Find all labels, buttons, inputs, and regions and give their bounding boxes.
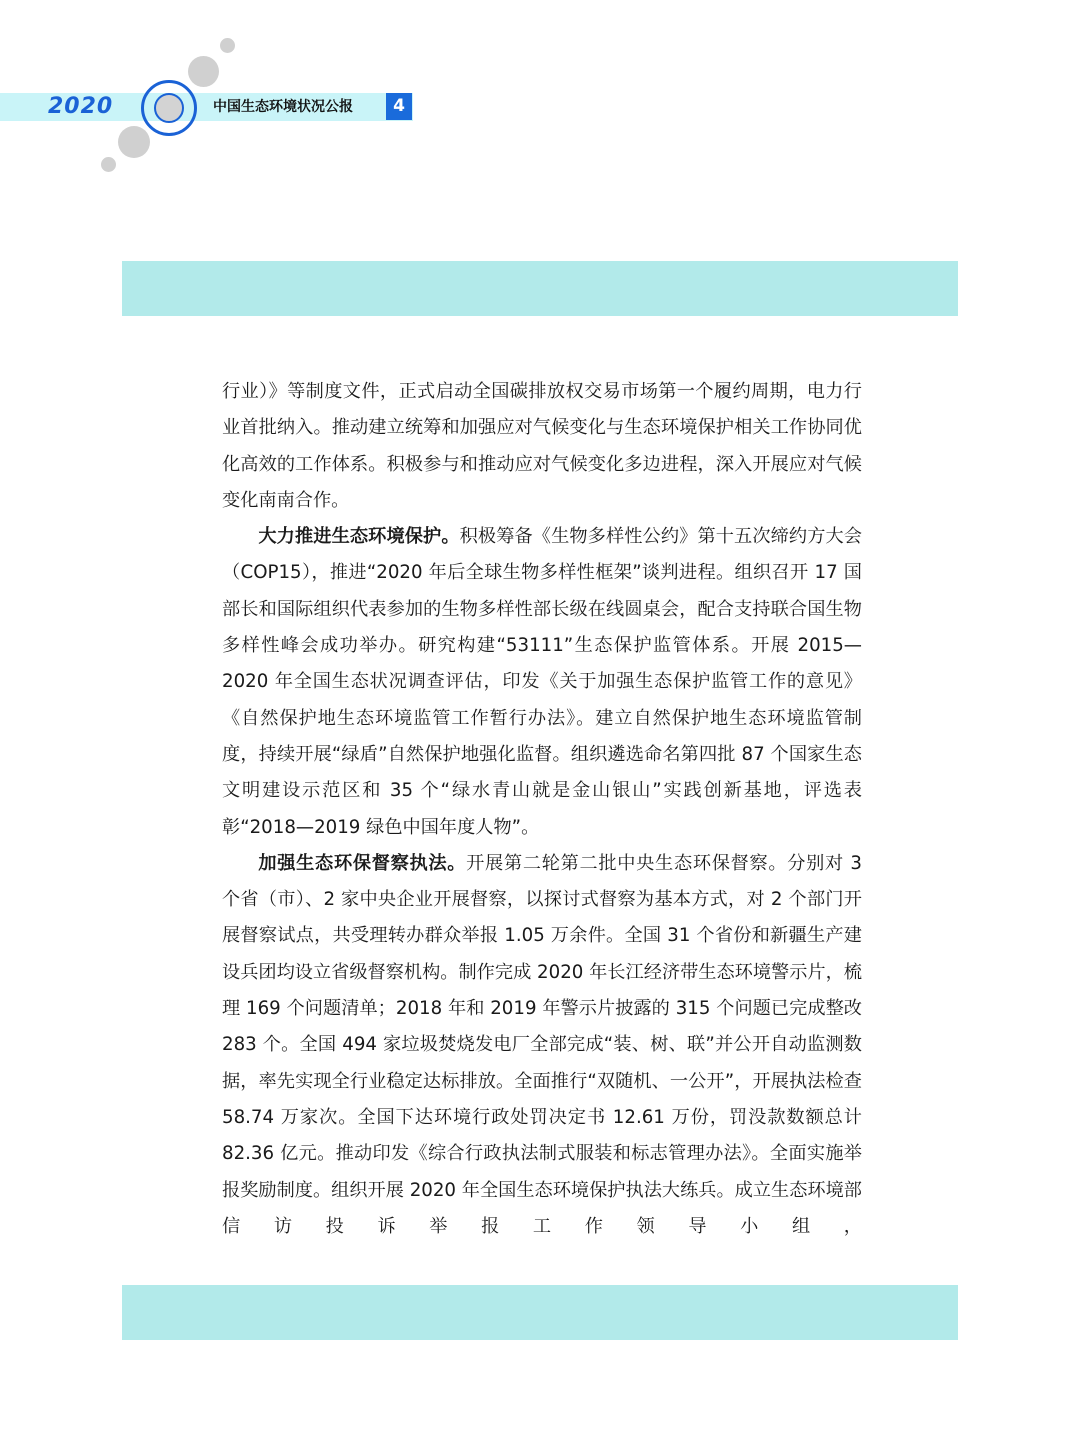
paragraph-inspection-enforcement (222, 846, 862, 1245)
logo-core-icon (154, 93, 184, 123)
paragraph-climate (222, 374, 862, 519)
paragraph-text: 行业）》等制度文件，正式启动全国碳排放权交易市场第一个履约周期，电力行业首批纳入。推动建立统筹和加强应对气候变化与生态环境保护相关工作协同优化高效的工作体系。积极参与和推动应对气候变化多边进程，深入开展应对气候变化南南合作。 (222, 381, 862, 511)
decorative-dot (118, 126, 150, 158)
page-number: 4 (386, 93, 412, 120)
paragraph-text: 开展第二轮第二批中央生态环保督察。分别对 3 个省（市）、2 家中央企业开展督察，以探讨式督察为基本方式，对 2 个部门开展督察试点，共受理转办群众举报 1.05 万余件。全国 31 个省份和新疆生产建设兵团均设立省级督察机构。制作完成 2020 年长江经济带生态环境警示片，梳理 169 个问题清单；2018 年和 2019 年警示片披露的 315 个问题已完成整改 283 个。全国 494 家垃圾焚烧发电厂全部完成“装、树、联”并公开自动监测数据，率先实现全行业稳定达标排放。全面推行“双随机、一公开”，开展执法检查 58.74 万家次。全国下达环境行政处罚决定书 12.61 万份，罚没款数额总计 82.36 亿元。推动印发《综合行政执法制式服装和标志管理办法》。全面实施举报奖励制度。组织开展 2020 年全国生态环境保护执法大练兵。成立生态环境部信访投诉举报工作领导小组， (222, 852, 862, 1237)
paragraph-heading: 大力推进生态环境保护。 (258, 526, 460, 548)
paragraph-heading: 加强生态环保督察执法。 (258, 852, 467, 874)
publication-title: 中国生态环境状况公报 (213, 99, 353, 115)
top-section-bar (122, 261, 958, 316)
report-year: 2020 (48, 94, 114, 119)
paragraph-text: 积极筹备《生物多样性公约》第十五次缔约方大会（COP15），推进“2020 年后全球生物多样性框架”谈判进程。组织召开 17 国部长和国际组织代表参加的生物多样性部长级在线圆桌会，配合支持联合国生物多样性峰会成功举办。研究构建“53111”生态保护监管体系。开展 2015—2020 年全国生态状况调查评估，印发《关于加强生态保护监管工作的意见》《自然保护地生态环境监管工作暂行办法》。建立自然保护地生态环境监管制度，持续开展“绿盾”自然保护地强化监督。组织遴选命名第四批 87 个国家生态文明建设示范区和 35 个“绿水青山就是金山银山”实践创新基地，评选表彰“2018—2019 绿色中国年度人物”。 (222, 526, 862, 838)
decorative-dot (101, 157, 116, 172)
bottom-section-bar (122, 1285, 958, 1340)
decorative-dot (220, 38, 235, 53)
paragraph-ecological-protection (222, 519, 862, 846)
document-body (222, 374, 862, 1245)
decorative-dot (188, 56, 219, 87)
